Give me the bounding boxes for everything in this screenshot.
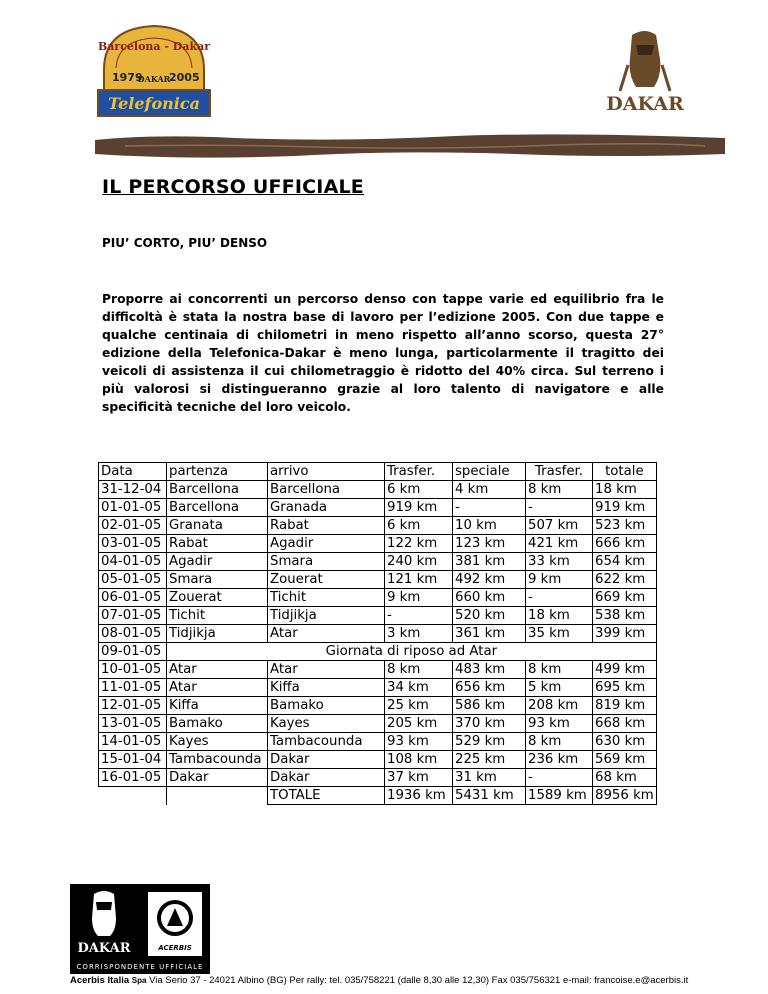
table-cell: Zouerat [167,589,268,607]
table-cell: 6 km [385,517,453,535]
table-cell: 35 km [526,625,593,643]
table-cell: Tichit [268,589,385,607]
table-cell: 236 km [526,751,593,769]
table-cell: Kiffa [167,697,268,715]
total-row [99,787,657,805]
table-row [99,751,657,769]
table-cell: 656 km [453,679,526,697]
table-cell: 370 km [453,715,526,733]
svg-text:Barcelona - Dakar: Barcelona - Dakar [98,40,210,53]
table-cell: 5 km [526,679,593,697]
table-cell: 06-01-05 [99,589,167,607]
table-cell: 208 km [526,697,593,715]
total-cell: 5431 km [453,787,526,805]
table-cell: Barcellona [268,481,385,499]
table-cell: 01-01-05 [99,499,167,517]
table-cell: 361 km [453,625,526,643]
table-cell: 695 km [593,679,657,697]
table-cell: 492 km [453,571,526,589]
table-cell: - [526,499,593,517]
table-cell: 919 km [385,499,453,517]
svg-text:DAKAR: DAKAR [606,93,684,115]
table-cell: Kayes [167,733,268,751]
table-cell: Bamako [167,715,268,733]
table-cell: 6 km [385,481,453,499]
table-cell: Smara [268,553,385,571]
table-cell: Agadir [167,553,268,571]
table-cell: 622 km [593,571,657,589]
table-cell: Dakar [167,769,268,787]
intro-paragraph: Proporre ai concorrenti un percorso denso con tappe varie ed equilibrio fra le difficoltà è stata la nostra base di lavoro per l’edizione 2005. Con due tappe e qualche centinaia di chilometri in meno rispetto all’anno scorso, questa 27° edizione della Telefonica-Dakar è meno lunga, particolarmente il tragitto dei veicoli di assistenza il cui chilometraggio è ridotto del 40% circa. Sul terreno i più valorosi si distingueranno grazie al loro talento di navigatore e alle specificità tecniche del loro veicolo. [102,292,664,414]
total-cell: 1589 km [526,787,593,805]
table-cell: 02-01-05 [99,517,167,535]
table-row [99,733,657,751]
svg-text:1979: 1979 [112,71,143,84]
rest-day-row [99,643,657,661]
table-cell: 16-01-05 [99,769,167,787]
table-cell: Atar [268,661,385,679]
table-cell: - [526,769,593,787]
table-cell: 37 km [385,769,453,787]
table-cell: 666 km [593,535,657,553]
table-cell: - [385,607,453,625]
table-cell: 8 km [385,661,453,679]
header-cell: arrivo [268,463,385,481]
table-cell: 586 km [453,697,526,715]
table-cell: 654 km [593,553,657,571]
table-cell: 108 km [385,751,453,769]
table-cell: 660 km [453,589,526,607]
table-row [99,517,657,535]
table-row [99,607,657,625]
table-cell: 68 km [593,769,657,787]
footer-contact-details: Via Serio 37 - 24021 Albino (BG) Per rally: tel. 035/758221 (dalle 8,30 alle 12,30) Fax 035/756321 e-mail: francoise.e@acerbis.it [149,975,689,986]
footer-company-suffix: Spa [131,976,147,985]
table-cell: 381 km [453,553,526,571]
rest-day-label: Giornata di riposo ad Atar [167,643,657,661]
table-cell: 18 km [526,607,593,625]
table-cell: Dakar [268,751,385,769]
table-cell: Rabat [268,517,385,535]
table-row [99,535,657,553]
header-cell: Trasfer. [526,463,593,481]
table-cell: 240 km [385,553,453,571]
table-cell: 529 km [453,733,526,751]
table-cell: 630 km [593,733,657,751]
total-cell: 1936 km [385,787,453,805]
svg-text:2005: 2005 [169,71,200,84]
table-cell: 225 km [453,751,526,769]
page-title: IL PERCORSO UFFICIALE [102,176,364,198]
table-cell: 31 km [453,769,526,787]
footer-logo [70,884,210,974]
total-label: TOTALE [268,787,385,805]
table-row [99,715,657,733]
table-row [99,679,657,697]
table-cell [99,787,167,805]
table-cell: 18 km [593,481,657,499]
header-cell: speciale [453,463,526,481]
table-cell: Bamako [268,697,385,715]
table-cell: 499 km [593,661,657,679]
table-cell: 122 km [385,535,453,553]
table-cell: 11-01-05 [99,679,167,697]
table-cell: 4 km [453,481,526,499]
table-cell: 205 km [385,715,453,733]
table-cell: 523 km [593,517,657,535]
table-cell: 9 km [385,589,453,607]
table-cell: 33 km [526,553,593,571]
table-cell: 10-01-05 [99,661,167,679]
table-cell: 421 km [526,535,593,553]
svg-text:ACERBIS: ACERBIS [158,944,192,952]
table-cell: Granata [167,517,268,535]
table-cell: Kayes [268,715,385,733]
table-cell: Rabat [167,535,268,553]
table-cell: 07-01-05 [99,607,167,625]
svg-text:DAKAR: DAKAR [137,74,171,84]
svg-text:DAKAR: DAKAR [77,941,131,956]
table-cell: Smara [167,571,268,589]
table-cell: 05-01-05 [99,571,167,589]
table-cell: Barcellona [167,499,268,517]
table-cell: 09-01-05 [99,643,167,661]
table-cell: Dakar [268,769,385,787]
table-cell: Tidjikja [268,607,385,625]
table-cell: 3 km [385,625,453,643]
header-brush-band [95,132,725,162]
table-cell: Agadir [268,535,385,553]
table-cell: - [453,499,526,517]
barcelona-dakar-logo [94,20,214,120]
table-cell: Atar [167,679,268,697]
table-cell: 08-01-05 [99,625,167,643]
table-cell: Atar [268,625,385,643]
table-row [99,499,657,517]
table-cell: 123 km [453,535,526,553]
total-cell: 8956 km [593,787,657,805]
table-row [99,661,657,679]
table-cell: 15-01-04 [99,751,167,769]
table-cell: 507 km [526,517,593,535]
header-cell: totale [593,463,657,481]
table-cell: 399 km [593,625,657,643]
table-cell: 668 km [593,715,657,733]
footer-contact [70,975,688,986]
table-cell: 04-01-05 [99,553,167,571]
table-cell: 25 km [385,697,453,715]
table-cell: 03-01-05 [99,535,167,553]
table-cell: 93 km [385,733,453,751]
table-cell: 12-01-05 [99,697,167,715]
table-cell: Zouerat [268,571,385,589]
svg-text:CORRISPONDENTE UFFICIALE: CORRISPONDENTE UFFICIALE [76,963,204,971]
table-row [99,553,657,571]
table-cell: 520 km [453,607,526,625]
table-cell: 919 km [593,499,657,517]
dakar-tuareg-logo [590,25,700,120]
table-row [99,697,657,715]
table-cell: 819 km [593,697,657,715]
table-cell: 569 km [593,751,657,769]
table-cell: - [526,589,593,607]
table-cell: 538 km [593,607,657,625]
table-cell: Tidjikja [167,625,268,643]
table-row [99,589,657,607]
table-cell: 121 km [385,571,453,589]
table-cell: Atar [167,661,268,679]
table-cell: 93 km [526,715,593,733]
table-row [99,625,657,643]
table-cell: 31-12-04 [99,481,167,499]
table-cell: 13-01-05 [99,715,167,733]
table-row [99,769,657,787]
table-cell: Tichit [167,607,268,625]
table-cell: 14-01-05 [99,733,167,751]
table-cell: 10 km [453,517,526,535]
header-cell: Data [99,463,167,481]
table-cell: Granada [268,499,385,517]
table-cell: 669 km [593,589,657,607]
table-cell: Tambacounda [167,751,268,769]
table-cell: Barcellona [167,481,268,499]
table-cell: Kiffa [268,679,385,697]
page-subtitle: PIU’ CORTO, PIU’ DENSO [102,236,268,250]
table-row [99,481,657,499]
table-cell: 483 km [453,661,526,679]
table-cell: 8 km [526,481,593,499]
svg-text:Telefonica: Telefonica [108,94,200,113]
header-cell: Trasfer. [385,463,453,481]
footer-company: Acerbis Italia [70,975,130,986]
stages-table [98,462,657,805]
table-cell: 8 km [526,661,593,679]
table-cell [167,787,268,805]
table-cell: 8 km [526,733,593,751]
table-cell: 9 km [526,571,593,589]
table-header-row [99,463,657,481]
table-cell: 34 km [385,679,453,697]
table-row [99,571,657,589]
header-cell: partenza [167,463,268,481]
table-cell: Tambacounda [268,733,385,751]
